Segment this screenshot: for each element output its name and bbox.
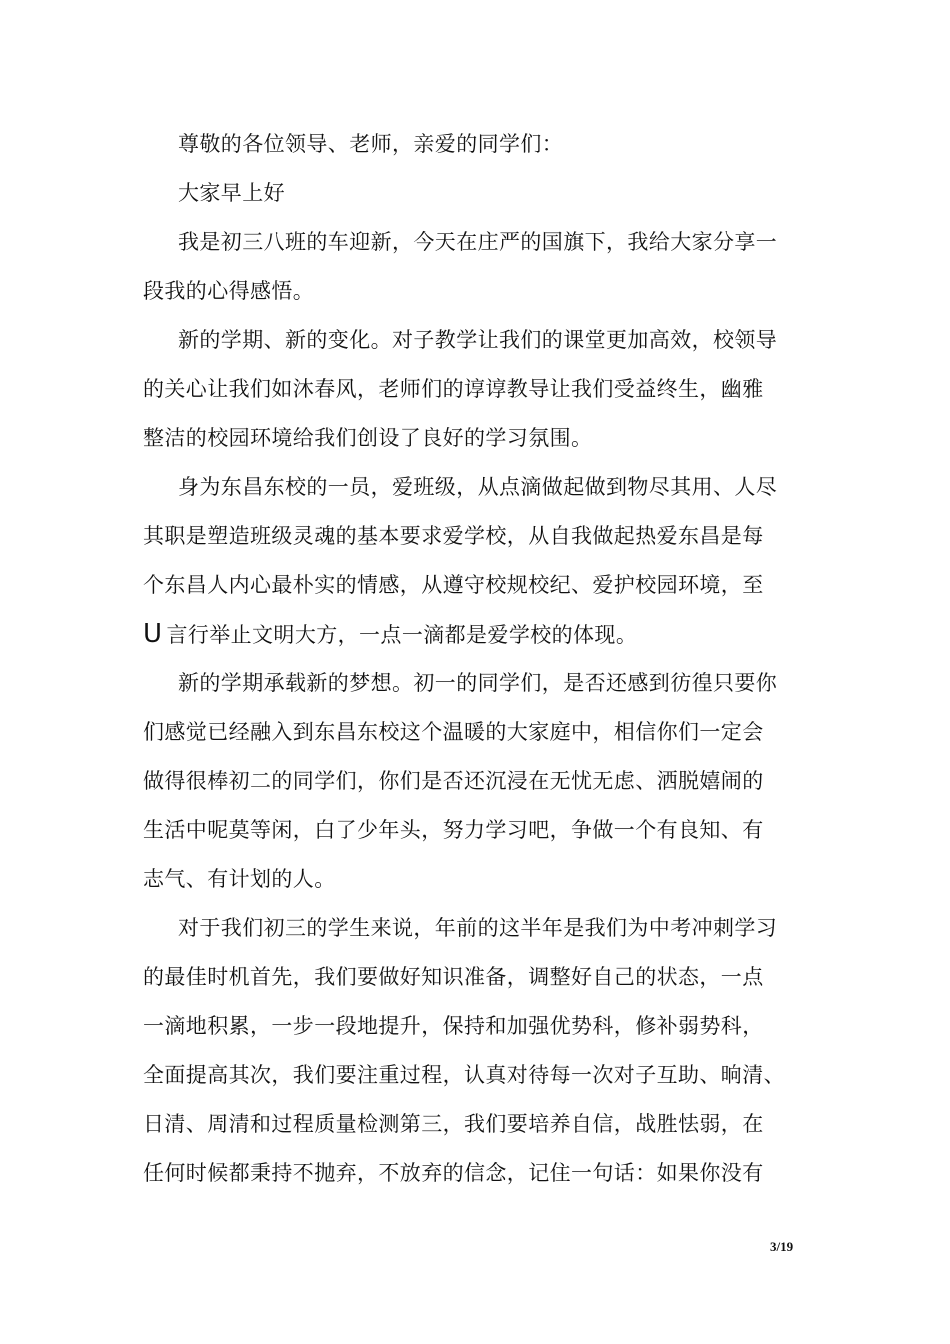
text-line: 日清、周清和过程质量检测第三，我们要培养自信，战胜怯弱，在 [143, 1112, 764, 1136]
text-line: 的最佳时机首先，我们要做好知识准备，调整好自己的状态，一点 [143, 965, 764, 989]
text-line: 的关心让我们如沐春风，老师们的谆谆教导让我们受益终生，幽雅 [143, 377, 764, 401]
paragraph-greeting [143, 120, 843, 169]
text-line: 整洁的校园环境给我们创设了良好的学习氛围。 [143, 426, 593, 450]
text-line: 大家早上好 [178, 181, 285, 205]
text-line: 其职是塑造班级灵魂的基本要求爱学校，从自我做起热爱东昌是每 [143, 524, 764, 548]
paragraph-morning [143, 169, 843, 218]
text-line: 志气、有计划的人。 [143, 867, 336, 891]
text-line: 个东昌人内心最朴实的情感，从遵守校规校纪、爱护校园环境，至 [143, 573, 764, 597]
text-line: 我是初三八班的车迎新，今天在庄严的国旗下，我给大家分享一 [178, 230, 778, 254]
text-line: 任何时候都秉持不抛弃，不放弃的信念，记住一句话：如果你没有 [143, 1161, 764, 1185]
paragraph-grade-three [143, 904, 843, 1198]
text-line: 生活中呢莫等闲，白了少年头，努力学习吧，争做一个有良知、有 [143, 818, 764, 842]
text-line: 段我的心得感悟。 [143, 279, 315, 303]
text-line: 对于我们初三的学生来说，年前的这半年是我们为中考冲刺学习 [178, 916, 778, 940]
text-line: 做得很棒初二的同学们，你们是否还沉浸在无忧无虑、洒脱嬉闹的 [143, 769, 764, 793]
text-line: 新的学期承载新的梦想。初一的同学们，是否还感到彷徨只要你 [178, 671, 778, 695]
text-line: 身为东昌东校的一员，爱班级，从点滴做起做到物尽其用、人尽 [178, 475, 778, 499]
text-line: 一滴地积累，一步一段地提升，保持和加强优势科，修补弱势科， [143, 1014, 764, 1038]
text-line [143, 610, 843, 659]
text-line: 尊敬的各位领导、老师，亲爱的同学们： [178, 132, 564, 156]
paragraph-new-dream [143, 659, 843, 904]
text-line: 们感觉已经融入到东昌东校这个温暖的大家庭中，相信你们一定会 [143, 720, 764, 744]
paragraph-intro [143, 218, 843, 316]
document-body [143, 120, 843, 1198]
paragraph-new-term [143, 316, 843, 463]
stray-glyph: U [143, 619, 163, 649]
paragraph-school-member [143, 463, 843, 659]
text-line-content: 言行举止文明大方，一点一滴都是爱学校的体现。 [166, 623, 638, 647]
text-line: 全面提高其次，我们要注重过程，认真对待每一次对子互助、晌清、 [143, 1063, 785, 1087]
page-number: 3/19 [770, 1239, 794, 1254]
text-line: 新的学期、新的变化。对子教学让我们的课堂更加高效，校领导 [178, 328, 778, 352]
